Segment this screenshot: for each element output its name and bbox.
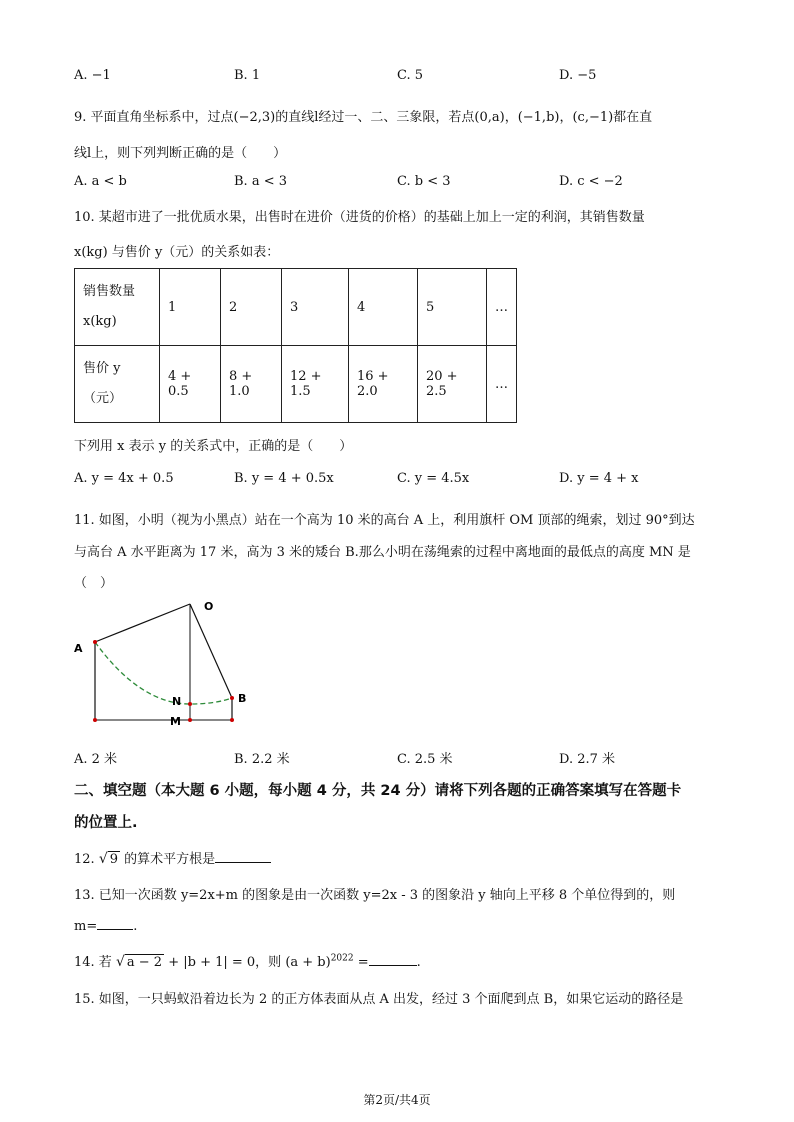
q14-answer-blank[interactable] (369, 952, 417, 966)
q10-line2: x(kg) 与售价 y（元）的关系如表： (74, 245, 280, 260)
q10-option-a: A. y = 4x + 0.5 (74, 471, 174, 486)
q13-period: . (133, 919, 138, 934)
table-cell: 12 + 1.5 (282, 346, 349, 423)
q10-option-c: C. y = 4.5x (397, 471, 470, 486)
q14-exponent: 2022 (330, 953, 354, 964)
q11-option-d: D. 2.7 米 (559, 752, 616, 767)
q9-option-c: C. b < 3 (397, 174, 451, 189)
sales-price-table (74, 268, 517, 423)
q15-line1: 15. 如图，一只蚂蚁沿着边长为 2 的正方体表面从点 A 出发，经过 3 个面爬到点 B，如果它运动的路径是 (74, 992, 684, 1007)
table-cell: 16 + 2.0 (349, 346, 418, 423)
point-a-base (93, 718, 97, 722)
q12-number: 12. (74, 852, 95, 867)
q12-radicand: 9 (109, 852, 119, 867)
q13-line1: 13. 已知一次函数 y=2x+m 的图象是由一次函数 y=2x - 3 的图象沿 y 轴向上平移 8 个单位得到的，则 (74, 888, 676, 903)
q8-option-b: B. 1 (234, 68, 261, 83)
q12-line (74, 848, 271, 867)
table-cell: … (487, 346, 517, 423)
q12-text: 的算术平方根是 (124, 852, 216, 867)
q11-line1: 11. 如图，小明（视为小黑点）站在一个高为 10 米的高台 A 上，利用旗杆 OM 顶部的绳索，划过 90°到达 (74, 513, 695, 528)
point-b-base (230, 718, 234, 722)
q14-tail: = (357, 955, 369, 970)
q8-option-d: D. −5 (559, 68, 597, 83)
section2-heading-cont: 的位置上. (74, 815, 138, 831)
q9-line2: 线l上，则下列判断正确的是（ ） (74, 146, 287, 161)
table-header-line: 售价 y (83, 361, 121, 376)
table-cell: 3 (282, 269, 349, 346)
q14-radicand: a − 2 (126, 955, 163, 970)
q11-option-a: A. 2 米 (74, 752, 118, 767)
q13-answer-blank[interactable] (97, 916, 133, 930)
label-o: O (204, 600, 214, 613)
swing-diagram (70, 592, 270, 732)
table-cell: 5 (418, 269, 487, 346)
table-header-line: （元） (83, 391, 123, 406)
q11-line2: 与高台 A 水平距离为 17 米，高为 3 米的矮台 B.那么小明在荡绳索的过程中离地面的最低点的高度 MN 是 (74, 545, 691, 560)
abs-close-icon: | (223, 955, 228, 970)
q11-line3: （ ） (74, 576, 114, 591)
q14-abs-content: b + 1 (187, 955, 224, 970)
label-m: M (170, 715, 181, 728)
q12-answer-blank[interactable] (215, 849, 271, 863)
table-header-line: 销售数量 (83, 284, 136, 299)
table-cell: … (487, 269, 517, 346)
table-cell: 4 (349, 269, 418, 346)
rope-ob (190, 604, 232, 698)
point-b (230, 696, 234, 700)
rope-oa (95, 604, 190, 642)
label-n: N (172, 695, 182, 708)
table-header-cell (75, 269, 160, 346)
q14-base: (a + b) (285, 955, 331, 970)
q9-option-a: A. a < b (74, 174, 127, 189)
q9-option-b: B. a < 3 (234, 174, 287, 189)
table-cell: 1 (160, 269, 221, 346)
table-header-line: x(kg) (83, 314, 117, 329)
point-n (188, 702, 192, 706)
q10-option-d: D. y = 4 + x (559, 471, 639, 486)
q13-line2 (74, 916, 137, 934)
q11-option-b: B. 2.2 米 (234, 752, 290, 767)
q14-end: . (416, 955, 421, 970)
table-cell: 20 + 2.5 (418, 346, 487, 423)
q9-line1: 9. 平面直角坐标系中，过点(−2,3)的直线l经过一、二、三象限，若点(0,a)，(−1,b)，(c,−1)都在直 (74, 110, 653, 125)
q14-eq: = 0，则 (231, 955, 282, 970)
q9-option-d: D. c < −2 (559, 174, 623, 189)
label-a: A (74, 642, 83, 655)
q14-prefix: 14. 若 (74, 955, 112, 970)
table-cell: 8 + 1.0 (221, 346, 282, 423)
section2-heading: 二、填空题（本大题 6 小题，每小题 4 分，共 24 分）请将下列各题的正确答案填写在答题卡 (74, 783, 682, 799)
abs-open-icon: + | (168, 955, 188, 970)
sqrt-sign-icon: √ (98, 851, 108, 867)
point-a (93, 640, 97, 644)
table-row (75, 346, 517, 423)
q10-option-b: B. y = 4 + 0.5x (234, 471, 334, 486)
q8-option-c: C. 5 (397, 68, 424, 83)
label-b: B (238, 692, 247, 705)
sqrt-sign-icon: √ (115, 954, 125, 970)
q10-line3: 下列用 x 表示 y 的关系式中，正确的是（ ） (74, 439, 353, 454)
table-row (75, 269, 517, 346)
q11-option-c: C. 2.5 米 (397, 752, 453, 767)
q13-m-label: m= (74, 919, 98, 934)
q10-line1: 10. 某超市进了一批优质水果，出售时在进价（进货的价格）的基础上加上一定的利润，其销售数量 (74, 210, 645, 225)
page-footer: 第2页/共4页 (363, 1093, 431, 1107)
table-cell: 2 (221, 269, 282, 346)
q14-line (74, 951, 421, 970)
table-header-cell (75, 346, 160, 423)
table-cell: 4 + 0.5 (160, 346, 221, 423)
point-m (188, 718, 192, 722)
q8-option-a: A. −1 (74, 68, 111, 83)
